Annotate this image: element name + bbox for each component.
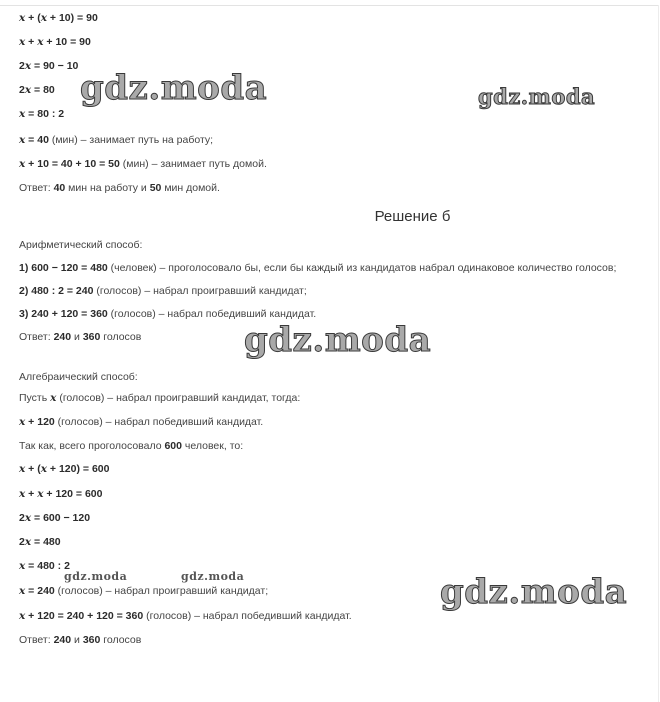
step-2: 2) 480 : 2 = 240 (голосов) – набрал проигравший кандидат; xyxy=(19,285,307,297)
arithmetic-title: Арифметический способ: xyxy=(19,239,143,251)
section-heading: Решение б xyxy=(374,208,451,225)
watermark-logo: gdz.moda xyxy=(440,572,628,612)
equation-line-2: x + x + 10 = 90 xyxy=(19,36,91,48)
result-line-work: x = 40 (мин) – занимает путь на работу; xyxy=(19,134,214,146)
equation-line-5: x = 80 : 2 xyxy=(19,108,65,120)
total-line: Так как, всего проголосовало 600 человек, то: xyxy=(19,440,244,452)
answer-line-a: Ответ: 40 мин на работу и 50 мин домой. xyxy=(19,182,220,194)
equation-line-4: 2x = 80 xyxy=(19,84,55,96)
result-line-home: x + 10 = 40 + 10 = 50 (мин) – занимает путь домой. xyxy=(19,158,267,170)
equation-line-1: x + (x + 10) = 90 xyxy=(19,12,98,24)
top-divider xyxy=(0,5,658,6)
watermark-logo: gdz.moda xyxy=(80,68,268,108)
alg-equation-2: x + x + 120 = 600 xyxy=(19,488,103,500)
step-3: 3) 240 + 120 = 360 (голосов) – набрал победивший кандидат. xyxy=(19,308,317,320)
alg-result-winner: x + 120 = 240 + 120 = 360 (голосов) – набрал победивший кандидат. xyxy=(19,610,352,622)
algebraic-title: Алгебраический способ: xyxy=(19,371,138,383)
alg-equation-3: 2x = 600 − 120 xyxy=(19,512,91,524)
alg-equation-4: 2x = 480 xyxy=(19,536,61,548)
watermark-logo: gdz.moda xyxy=(478,84,596,109)
alg-result-loser: x = 240 (голосов) – набрал проигравший кандидат; xyxy=(19,585,269,597)
winner-line: x + 120 (голосов) – набрал победивший кандидат. xyxy=(19,416,264,428)
watermark-logo: gdz.moda xyxy=(64,570,128,583)
watermark-logo: gdz.moda xyxy=(244,320,432,360)
let-line: Пусть x (голосов) – набрал проигравший кандидат, тогда: xyxy=(19,392,301,404)
step-1: 1) 600 − 120 = 480 (человек) – проголосовало бы, если бы каждый из кандидатов набрал одинаковое количество голосов; xyxy=(19,262,617,274)
alg-equation-1: x + (x + 120) = 600 xyxy=(19,463,110,475)
watermark-logo: gdz.moda xyxy=(181,570,245,583)
right-divider xyxy=(658,5,659,702)
alg-equation-5: x = 480 : 2 xyxy=(19,560,70,572)
answer-line-arithmetic: Ответ: 240 и 360 голосов xyxy=(19,331,142,343)
answer-line-algebraic: Ответ: 240 и 360 голосов xyxy=(19,634,142,646)
equation-line-3: 2x = 90 − 10 xyxy=(19,60,79,72)
